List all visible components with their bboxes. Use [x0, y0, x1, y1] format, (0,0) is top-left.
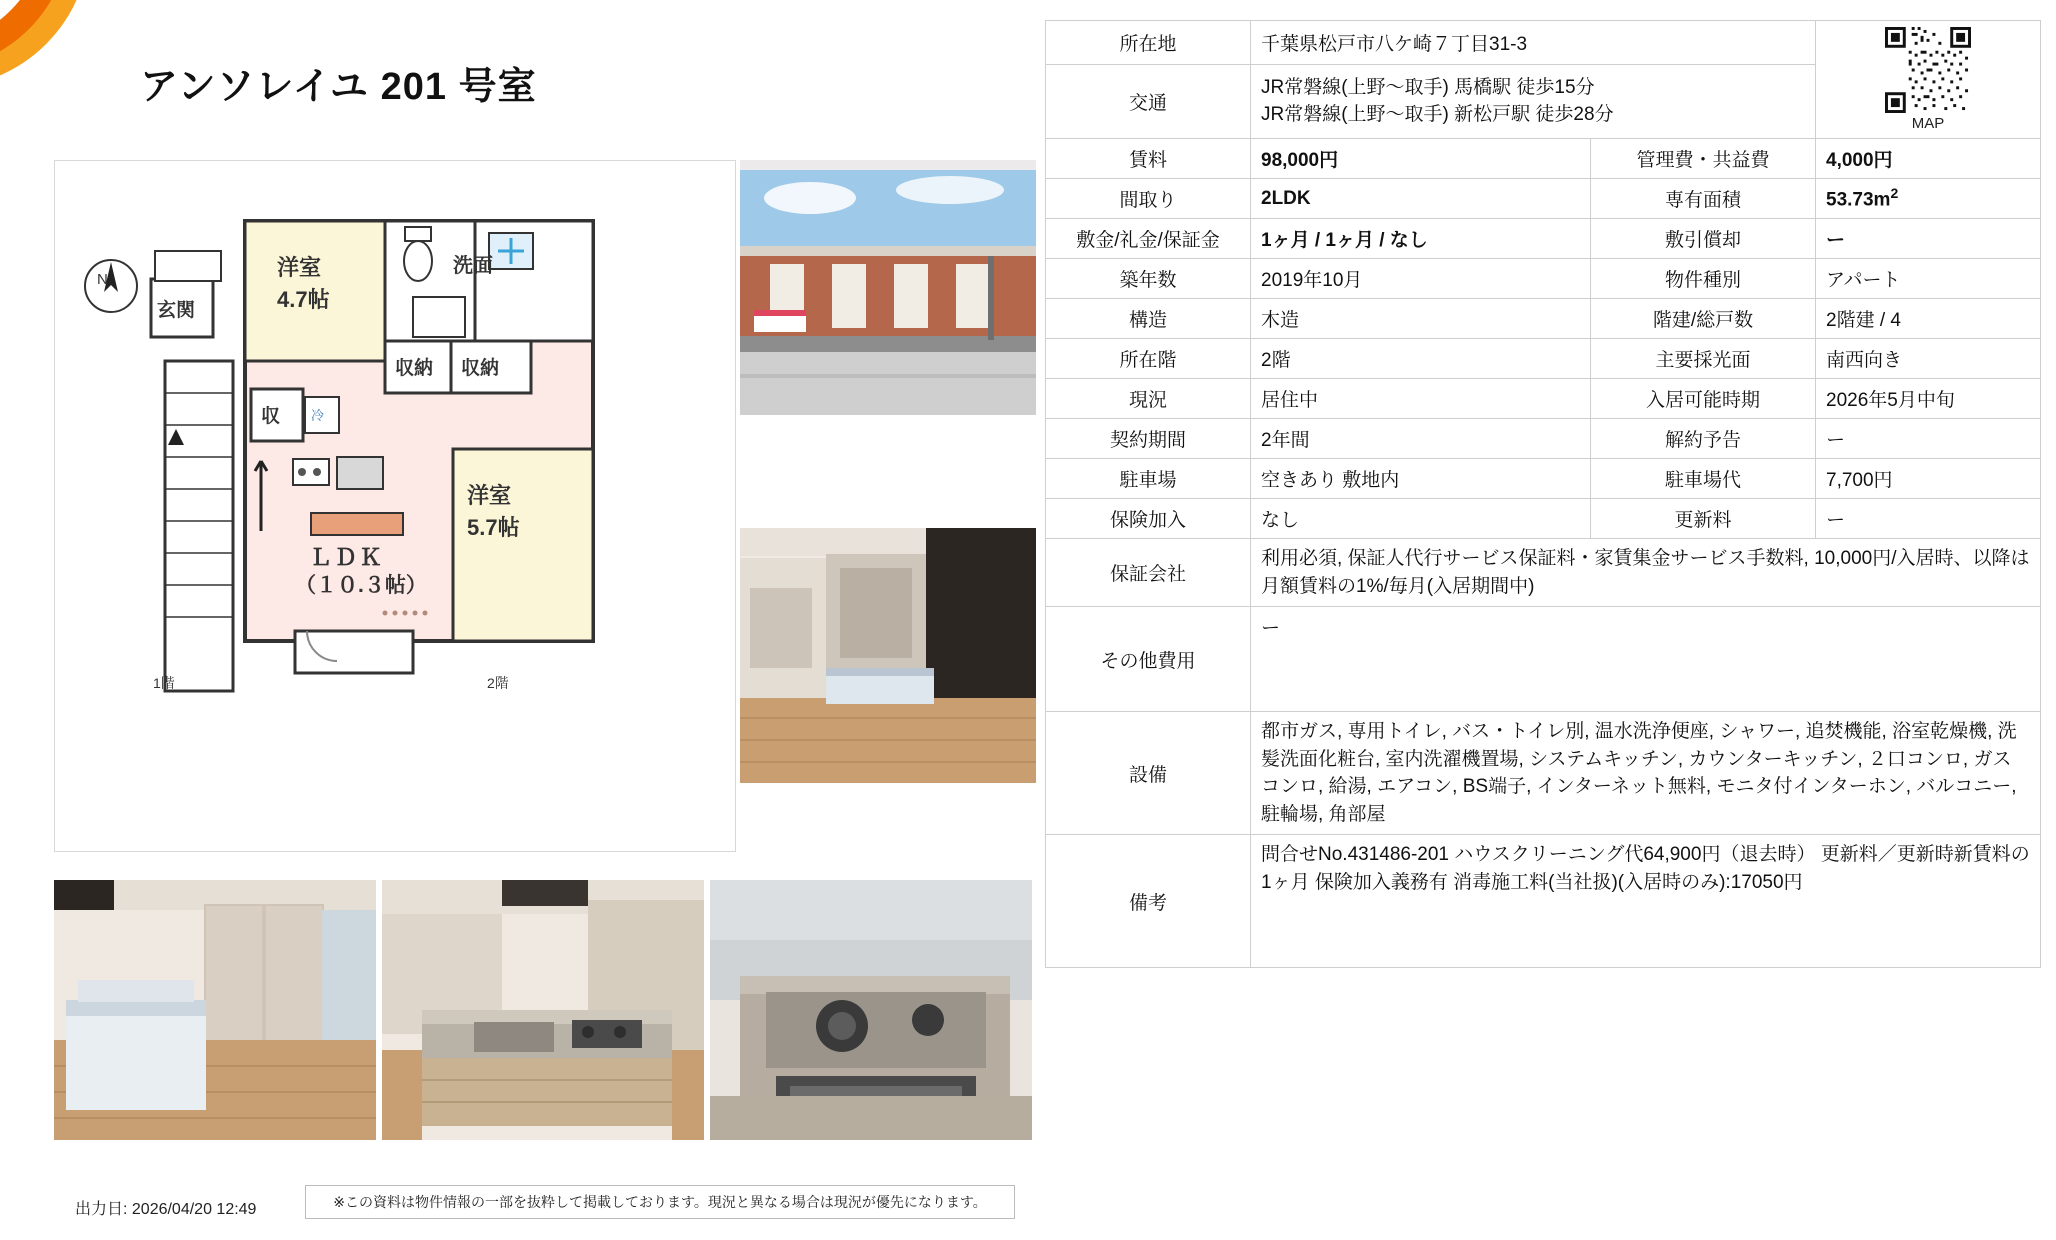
table-row-guarantor: [1046, 539, 2041, 607]
label-guarantor: 保証会社: [1046, 539, 1251, 607]
kitchen-photo: [382, 880, 704, 1140]
table-row-floor: [1046, 339, 2041, 379]
value-status: 居住中: [1251, 379, 1591, 419]
value-parking-fee: 7,700円: [1816, 459, 2041, 499]
value-structure: 木造: [1251, 299, 1591, 339]
value-other-fees: ー: [1251, 607, 2041, 712]
value-access: [1251, 64, 1816, 138]
label-genkan: 玄関: [157, 300, 196, 321]
label-light: 主要採光面: [1591, 339, 1816, 379]
label-parking-fee: 駐車場代: [1591, 459, 1816, 499]
value-light: 南西向き: [1816, 339, 2041, 379]
label-type: 物件種別: [1591, 259, 1816, 299]
label-fridge: 冷: [311, 408, 325, 423]
access-line-1: JR常磐線(上野〜取手) 馬橋駅 徒歩15分: [1261, 76, 1595, 98]
label-movein: 入居可能時期: [1591, 379, 1816, 419]
table-row-deposit: [1046, 219, 2041, 259]
label-renewal-fee: 更新料: [1591, 499, 1816, 539]
table-row-insurance: [1046, 499, 2041, 539]
room-2-name: 洋室: [467, 483, 512, 508]
value-contract: 2年間: [1251, 419, 1591, 459]
value-cancel-notice: ー: [1816, 419, 2041, 459]
output-date: 出力日: 2026/04/20 12:49: [75, 1201, 257, 1218]
value-address: 千葉県松戸市八ケ崎７丁目31-3: [1251, 21, 1816, 65]
label-storage-2: 収納: [461, 358, 500, 379]
table-row-contract: [1046, 419, 2041, 459]
table-row-address: [1046, 21, 2041, 65]
stove-photo: [710, 880, 1032, 1140]
label-layout: 間取り: [1046, 179, 1251, 219]
area-superscript: 2: [1890, 185, 1899, 202]
label-floors: 階建/総戸数: [1591, 299, 1816, 339]
value-deposit: 1ヶ月 / 1ヶ月 / なし: [1251, 219, 1591, 259]
table-row-remarks: [1046, 835, 2041, 968]
qr-map-cell[interactable]: [1816, 21, 2041, 139]
label-year: 築年数: [1046, 259, 1251, 299]
room-1-size: 4.7帖: [277, 287, 330, 312]
table-row-status: [1046, 379, 2041, 419]
label-address: 所在地: [1046, 21, 1251, 65]
table-row-structure: [1046, 299, 2041, 339]
value-management-fee: 4,000円: [1816, 139, 2041, 179]
label-floor: 所在階: [1046, 339, 1251, 379]
table-row-year: [1046, 259, 2041, 299]
value-type: アパート: [1816, 259, 2041, 299]
floorplan-drawing: [55, 161, 735, 851]
label-washroom: 洗面: [453, 255, 493, 277]
label-management-fee: 管理費・共益費: [1591, 139, 1816, 179]
label-area: 専有面積: [1591, 179, 1816, 219]
value-shikibiki: ー: [1816, 219, 2041, 259]
label-parking: 駐車場: [1046, 459, 1251, 499]
compass-label: N: [97, 271, 108, 288]
value-parking: 空きあり 敷地内: [1251, 459, 1591, 499]
access-line-2: JR常磐線(上野〜取手) 新松戸駅 徒歩28分: [1261, 104, 1614, 126]
label-structure: 構造: [1046, 299, 1251, 339]
label-insurance: 保険加入: [1046, 499, 1251, 539]
label-cancel-notice: 解約予告: [1591, 419, 1816, 459]
area-unit: m: [1873, 189, 1891, 211]
label-access: 交通: [1046, 64, 1251, 138]
table-row-other-fees: [1046, 607, 2041, 712]
table-row-rent: [1046, 139, 2041, 179]
qr-code-icon[interactable]: [1885, 27, 1971, 113]
disclaimer-note: ※この資料は物件情報の一部を抜粋して掲載しております。現況と異なる場合は現況が優先になります。: [305, 1185, 1015, 1219]
area-number: 53.73: [1826, 189, 1874, 211]
value-layout: 2LDK: [1251, 179, 1591, 219]
room-1-name: 洋室: [277, 255, 322, 280]
value-rent: 98,000円: [1251, 139, 1591, 179]
value-renewal-fee: ー: [1816, 499, 2041, 539]
table-row-parking: [1046, 459, 2041, 499]
page-title: アンソレイユ 201 号室: [140, 66, 537, 108]
floorplan: [54, 160, 736, 852]
kitchen-counter-photo: [54, 880, 376, 1140]
value-guarantor: 利用必須, 保証人代行サービス保証料・家賃集金サービス手数料, 10,000円/入居時、以降は月額賃料の1%/毎月(入居期間中): [1251, 539, 2041, 607]
value-floor: 2階: [1251, 339, 1591, 379]
label-equipment: 設備: [1046, 712, 1251, 835]
label-storage-1: 収納: [395, 358, 434, 379]
label-storage-3: 収: [261, 406, 281, 427]
label-contract: 契約期間: [1046, 419, 1251, 459]
label-floor-2: 2階: [487, 675, 509, 691]
value-remarks: 問合せNo.431486-201 ハウスクリーニング代64,900円（退去時） 更新料／更新時新賃料の1ヶ月 保険加入義務有 消毒施工料(当社扱)(入居時のみ):17050円: [1251, 835, 2041, 968]
label-rent: 賃料: [1046, 139, 1251, 179]
value-movein: 2026年5月中旬: [1816, 379, 2041, 419]
exterior-photo: [740, 160, 1036, 415]
label-status: 現況: [1046, 379, 1251, 419]
value-equipment: 都市ガス, 専用トイレ, バス・トイレ別, 温水洗浄便座, シャワー, 追焚機能, 浴室乾燥機, 洗髪洗面化粧台, 室内洗濯機置場, システムキッチン, カウンターキッチン, ２口コンロ, ガスコンロ, 給湯, エアコン, BS端子, インターネット無料, モニタ付インターホン, バルコニー, 駐輪場, 角部屋: [1251, 712, 2041, 835]
property-info-table: [1045, 20, 2040, 968]
value-floors: 2階建 / 4: [1816, 299, 2041, 339]
label-other-fees: その他費用: [1046, 607, 1251, 712]
living-photo: [740, 528, 1036, 783]
label-floor-1: 1階: [153, 675, 175, 691]
room-2-size: 5.7帖: [467, 515, 520, 540]
room-3-size: （１０.３帖）: [295, 574, 427, 597]
table-row-layout: [1046, 179, 2041, 219]
value-insurance: なし: [1251, 499, 1591, 539]
table-row-equipment: [1046, 712, 2041, 835]
label-deposit: 敷金/礼金/保証金: [1046, 219, 1251, 259]
room-3-name: ＬＤＫ: [309, 544, 384, 570]
value-area: [1816, 179, 2041, 219]
map-label: MAP: [1911, 115, 1945, 132]
label-remarks: 備考: [1046, 835, 1251, 968]
value-year: 2019年10月: [1251, 259, 1591, 299]
label-shikibiki: 敷引償却: [1591, 219, 1816, 259]
